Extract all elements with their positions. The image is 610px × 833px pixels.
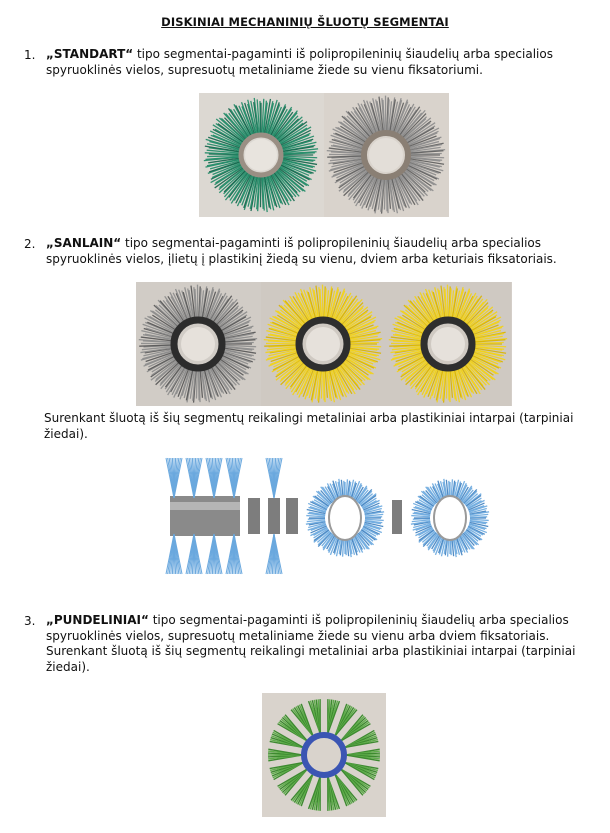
section-2-note-line1: Surenkant šluotą iš šių segmentų reikalingi metaliniai arba plastikiniai intarpai (tarpiniai [44,411,574,425]
section-2-text [46,236,606,267]
ring-center [306,327,340,361]
bristle-fan-top [266,458,282,498]
section-2-number: 2. [24,237,36,251]
section-2-note [44,411,604,442]
sanlain-segments-photo [136,282,512,406]
bristle-tuft [268,749,302,761]
standart-segments-photo [199,93,449,217]
bristle-fan-bottom [166,534,182,574]
section-1-name: „STANDART“ [46,47,134,61]
section-1-line1: tipo segmentai-pagaminti iš polipropileninių šiaudelių arba specialios [133,47,553,61]
hub-highlight [170,502,240,510]
section-3-name: „PUNDELINIAI“ [46,613,149,627]
section-3-note-line2: žiedai). [46,659,90,674]
page-title: DISKINIAI MECHANINIŲ ŠLUOTŲ SEGMENTAI [161,15,449,29]
ring-center [309,740,339,770]
section-2-note-line2: žiedai). [44,426,88,441]
ring-center [431,327,465,361]
disk-hub-hole [434,496,466,540]
bristle-fan-bottom [226,534,242,574]
bristle-tuft [346,749,380,761]
spacer-ring [392,500,402,534]
bristle-fan-bottom [266,534,282,574]
section-2-name: „SANLAIN“ [46,236,122,250]
bristle-fan-top [186,458,202,498]
disk-hub-hole [329,496,361,540]
section-1-line2: spyruoklinės vielos, supresuotų metaliniame žiede su vienu fiksatoriumi. [46,62,483,77]
section-2-line2: spyruoklinės vielos, įlietų į plastikinį žiedą su vienu, dviem arba keturiais fiksatoriais. [46,251,557,266]
section-1-text [46,47,586,78]
spacer-ring [268,498,280,534]
spacer-ring [286,498,298,534]
section-2-line1: tipo segmentai-pagaminti iš polipropileninių šiaudelių arba specialios [121,236,542,250]
bristle-fan-top [206,458,222,498]
section-1-number: 1. [24,48,36,62]
ring-center [245,139,277,171]
assembly-diagram [160,456,490,579]
section-3-text [46,613,606,675]
ring-center [181,327,215,361]
bristle-fan-top [166,458,182,498]
bristle-fan-bottom [206,534,222,574]
spacer-ring [248,498,260,534]
section-3-line1: tipo segmentai-pagaminti iš polipropileninių šiaudelių arba specialios [148,613,569,627]
section-3-number: 3. [24,614,36,628]
bristle-fan-bottom [186,534,202,574]
pundeliniai-segment-photo [262,693,386,817]
section-3-note-line1: Surenkant šluotą iš šių segmentų reikalingi metaliniai arba plastikiniai intarpai (tarpiniai [46,644,576,658]
ring-center [369,138,403,172]
bristle-fan-top [226,458,242,498]
section-3-line2: spyruoklinės vielos, supresuotų metaliniame žiede su vienu arba dviem fiksatoriais. [46,628,550,643]
